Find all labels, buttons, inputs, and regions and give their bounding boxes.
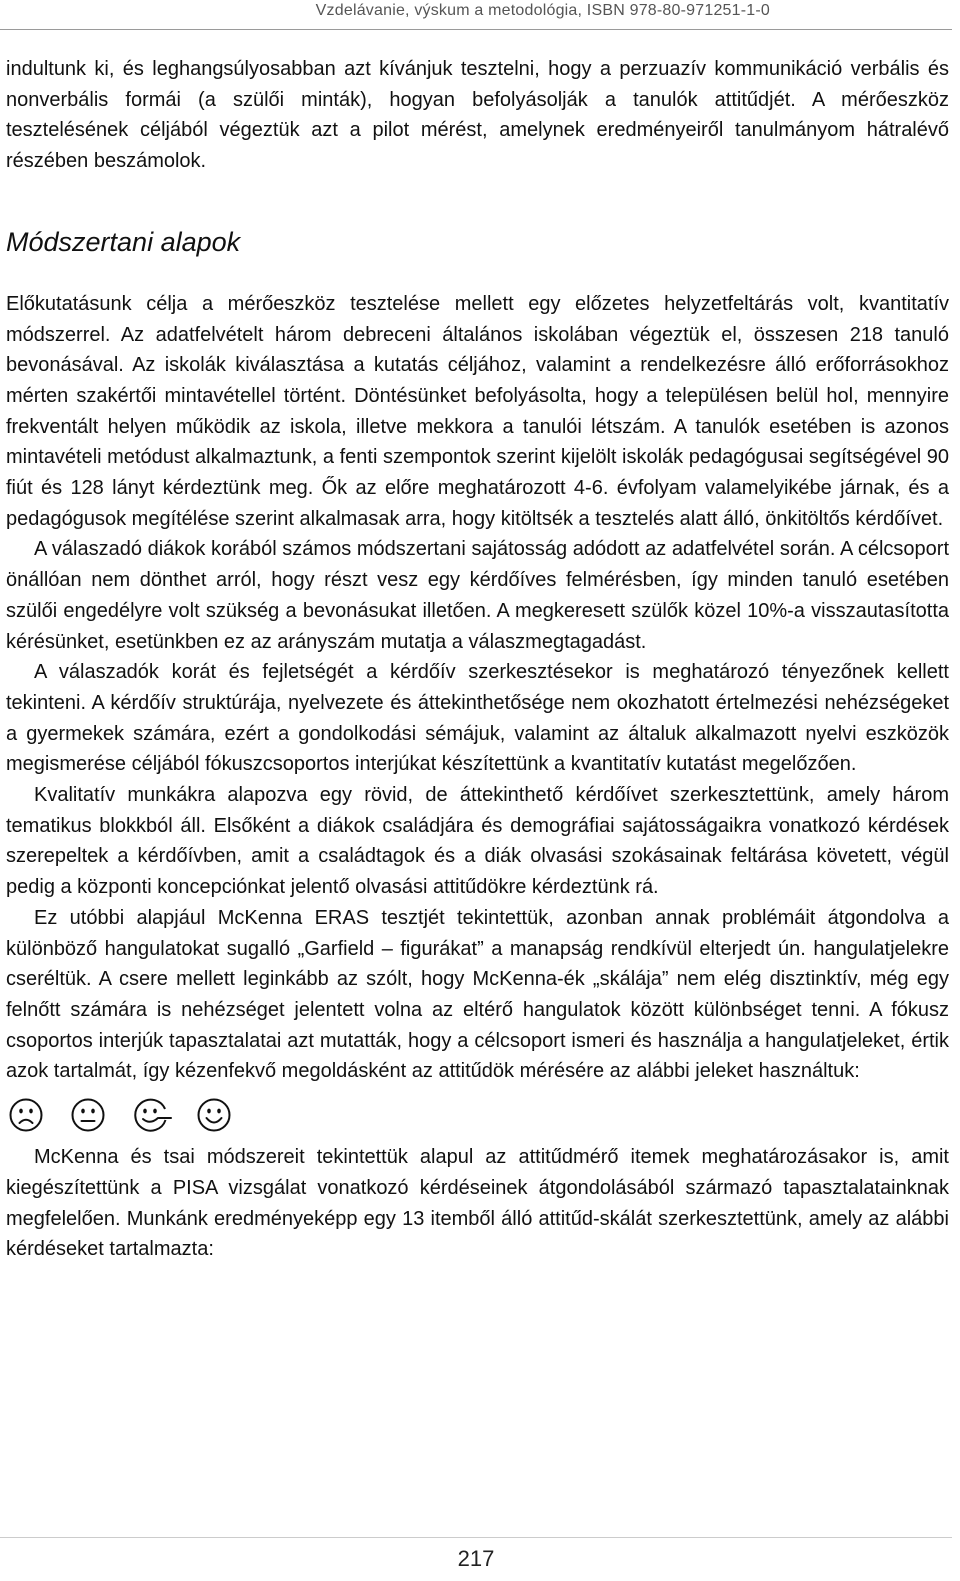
body-paragraph-2: A válaszadó diákok korából számos módszertani sajátosság adódott az adatfelvétel során. A célcsoport önállóan nem dönthet arról, hogy részt vesz egy kérdőíves felmérésben, így minden tanuló esetében szülői engedélyre volt szükség a bevonásukat illetően. A megkeresett szülők közel 10%-a visszautasította kérésünket, esetünkben ez az arányszám mutatja a válaszmegtagadást. bbox=[6, 538, 949, 653]
neutral-face-icon bbox=[70, 1097, 108, 1133]
footer-divider bbox=[0, 1537, 952, 1538]
happy-face-icon bbox=[196, 1097, 234, 1133]
body-paragraph-3: A válaszadók korát és fejletségét a kérdőív szerkesztésekor is meghatározó tényezőnek kellett tekinteni. A kérdőív struktúrája, nyelvezete és áttekinthetősége nem okozhatott értelmezési nehézségeket a gyermekek számára, ezért a gondolkodási sémájuk, valamint az általuk alkalmazott nyelvi eszközök megismerése céljából fókuszcsoportos interjúkat készítettünk a kvantitatív kutatást megelőzően. bbox=[6, 661, 949, 776]
body-paragraph-1: Előkutatásunk célja a mérőeszköz tesztelése mellett egy előzetes helyzetfeltárás volt, kvantitatív módszerrel. Az adatfelvételt három debreceni általános iskolában végeztük el, összesen 218 tanuló bevonásával. Az iskolák kiválasztása a kutatás céljához, valamint a rendelkezésre álló erőforrásokhoz mérten szakértői mintavétellel történt. Döntésünket befolyásolta, hogy a településen belül hol, mennyire frekventált helyen működik az iskola, illetve mekkora a tanulói létszám. A tanulók esetében is azonos mintavételi metódust alkalmaztunk, a fenti szempontok szerint kijelölt iskolák pedagógusai segítségével 90 fiút és 128 lányt kérdeztünk meg. Ők az előre meghatározott 4-6. évfolyam valamelyikébe járnak, és a pedagógusok megítélése szerint alkalmasak arra, hogy kitöltsék a tesztelés alatt álló, önkitöltős kérdőívet. bbox=[6, 292, 949, 530]
emoticon-scale bbox=[8, 1097, 949, 1133]
slightly-happy-face-icon bbox=[132, 1097, 172, 1133]
page-number: 217 bbox=[457, 1546, 495, 1571]
running-header: Vzdelávanie, výskum a metodológia, ISBN 978-80-971251-1-0 bbox=[315, 2, 770, 19]
page-body bbox=[6, 50, 949, 1265]
section-heading: Módszertani alapok bbox=[6, 226, 241, 257]
closing-paragraph: McKenna és tsai módszereit tekintettük alapul az attitűdmérő itemek meghatározásakor is, amit kiegészítettünk a PISA vizsgálat vonatkozó kérdéseinek átgondolásából származó tapasztalatainknak megfelelően. Munkánk eredményeképp egy 13 itemből álló attitűd-skálát szerkesztettünk, amely az alábbi kérdéseket tartalmazta: bbox=[6, 1146, 949, 1261]
intro-paragraph: indultunk ki, és leghangsúlyosabban azt kívánjuk tesztelni, hogy a perzuazív kommunikáció verbális és nonverbális formái (a szülői minták), hogyan befolyásolják a tanulók attitűdjét. A mérőeszköz tesztelésének céljából végeztük azt a pilot mérést, amelynek eredményeiről tanulmányom hátralévő részében beszámolok. bbox=[6, 58, 949, 173]
body-paragraph-4: Kvalitatív munkákra alapozva egy rövid, de áttekinthető kérdőívet szerkesztettünk, amely három tematikus blokkból áll. Elsőként a diákok családjára és demográfiai sajátosságaikra vonatkozó kérdések szerepeltek a kérdőívben, amit a családtagok és a diák olvasási szokásainak feltárása követett, végül pedig a központi koncepciónkat jelentő olvasási attitűdökre kérdeztünk rá. bbox=[6, 784, 949, 899]
header-divider bbox=[0, 29, 952, 30]
body-paragraph-5: Ez utóbbi alapjául McKenna ERAS tesztjét tekintettük, azonban annak problémáit átgondolva a különböző hangulatokat sugalló „Garfield – figurákat” a manapság rendkívül elterjedt ún. hangulatjelekre cseréltük. A csere mellett leginkább az szólt, hogy McKenna-ék „skálája” nem elég disztinktív, még egy felnőtt számára is nehézséget jelentett volna az eltérő hangulatok között különbséget tenni. A fókusz csoportos interjúk tapasztalatai azt mutatták, hogy a célcsoport ismeri és használja a hangulatjeleket, értik azok tartalmát, így kézenfekvő megoldásként az attitűdök mérésére az alábbi jeleket használtuk: bbox=[6, 906, 949, 1083]
sad-face-icon bbox=[8, 1097, 46, 1133]
